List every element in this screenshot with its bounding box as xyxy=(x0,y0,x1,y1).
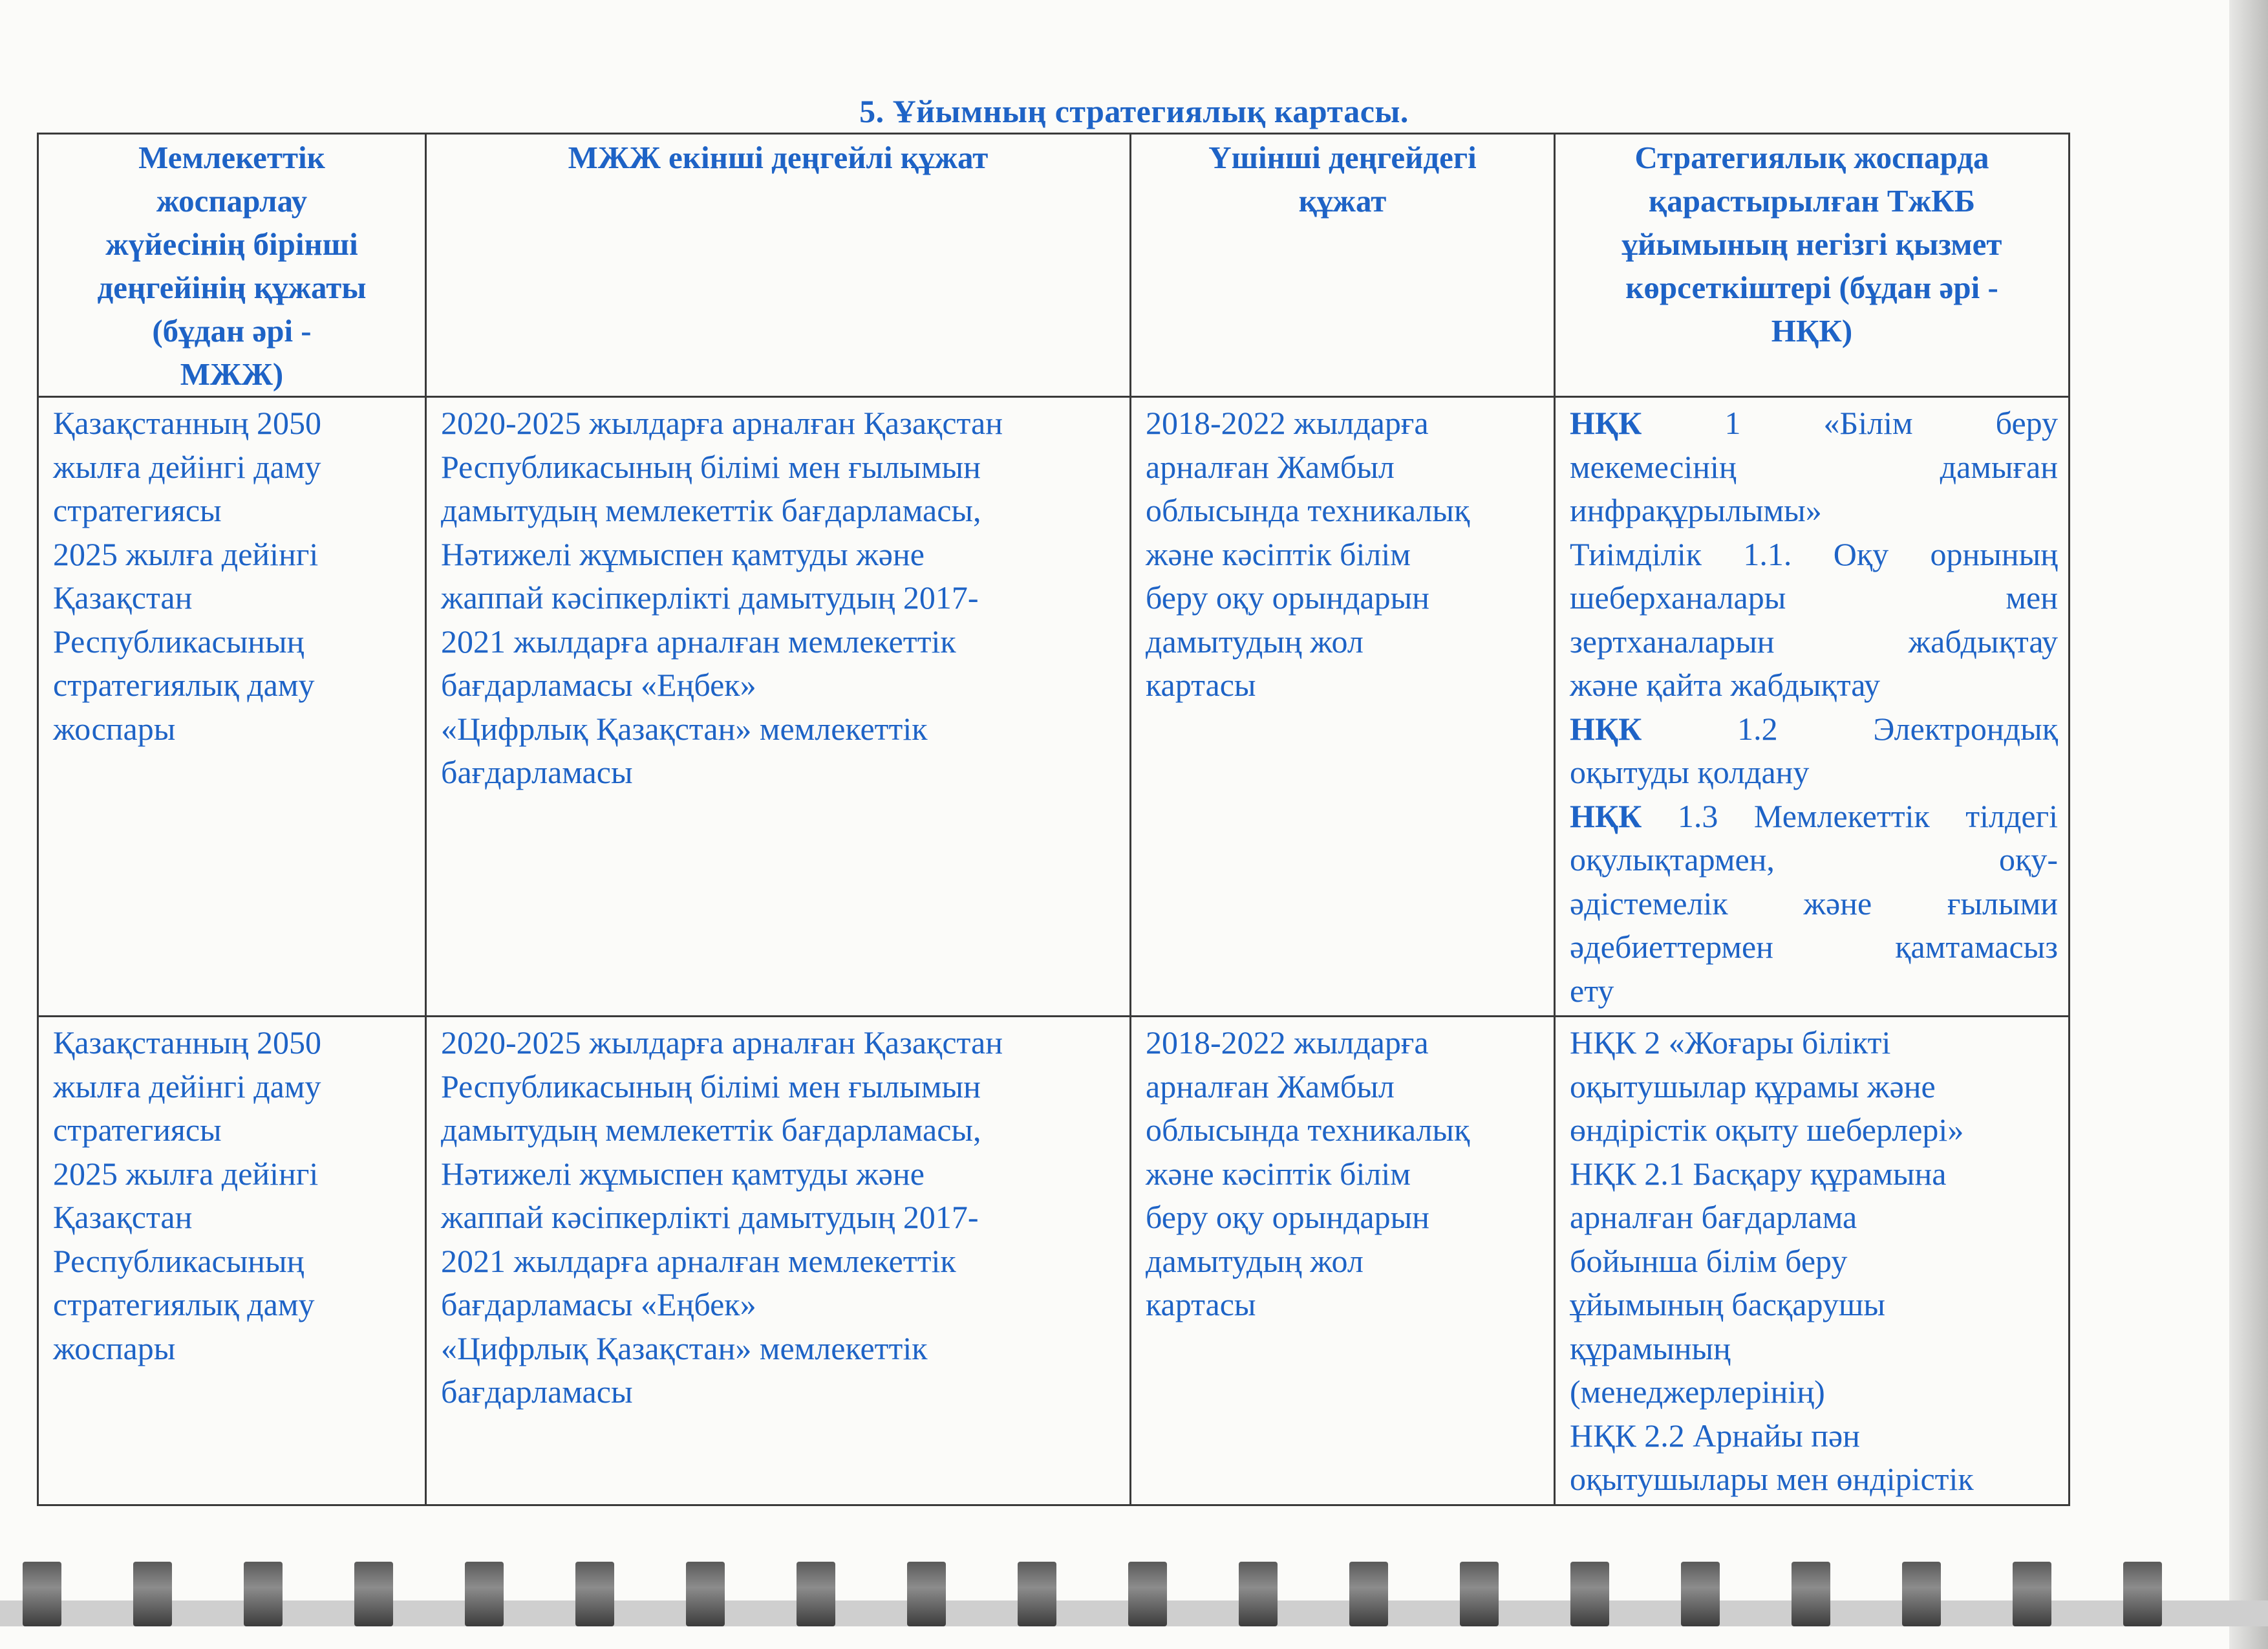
header-line: қарастырылған ТжКБ xyxy=(1649,183,1975,219)
binding-ring xyxy=(133,1562,172,1626)
cell-line: Қазақстанның 2050 xyxy=(53,1024,321,1061)
indicator-text: құрамының xyxy=(1570,1330,1731,1366)
indicator-text: ұйымының басқарушы xyxy=(1570,1286,1885,1322)
indicator-text: НҚК 2.2 Арнайы пән xyxy=(1570,1417,1860,1454)
header-line: құжат xyxy=(1298,183,1387,219)
header-cell xyxy=(1555,134,2070,397)
header-line: МЖЖ) xyxy=(180,356,284,392)
indicator-line xyxy=(1570,402,2058,446)
table-row xyxy=(38,397,2070,1017)
header-line: НҚК) xyxy=(1771,313,1853,349)
table-cell xyxy=(38,1017,426,1505)
binding-ring xyxy=(1239,1562,1278,1626)
indicator-code: НҚК xyxy=(1570,710,1642,747)
indicator-line xyxy=(1570,1283,2058,1327)
cell-line: стратегиялық даму xyxy=(53,1286,315,1322)
indicator-text: оқытушылары мен өндірістік xyxy=(1570,1461,1974,1497)
indicator-line xyxy=(1570,925,2058,969)
indicator-line xyxy=(1570,1108,2058,1152)
binding-ring xyxy=(575,1562,614,1626)
binding-ring xyxy=(907,1562,946,1626)
indicator-text: бойынша білім беру xyxy=(1570,1242,1848,1279)
cell-line: жылға дейінгі даму xyxy=(53,448,321,485)
cell-line: картасы xyxy=(1146,1286,1256,1322)
indicator-line xyxy=(1570,663,2058,707)
cell-line: жоспары xyxy=(53,710,176,747)
indicator-text: Тиімділік 1.1. Оқу орнының xyxy=(1570,535,2058,572)
indicator-line xyxy=(1570,969,2058,1013)
cell-line: 2025 жылға дейінгі xyxy=(53,535,319,572)
indicator-line xyxy=(1570,1196,2058,1240)
cell-line: «Цифрлық Қазақстан» мемлекеттік xyxy=(441,1330,928,1366)
binding-ring xyxy=(23,1562,61,1626)
table-cell xyxy=(38,397,426,1017)
cell-line: 2020-2025 жылдарға арналған Қазақстан xyxy=(441,405,1003,441)
binding-ring xyxy=(1681,1562,1720,1626)
cell-line: Қазақстан xyxy=(53,579,193,616)
indicator-line xyxy=(1570,576,2058,620)
indicator-text: (менеджерлерінің) xyxy=(1570,1374,1825,1410)
table-cell xyxy=(426,1017,1131,1505)
indicator-line xyxy=(1570,795,2058,839)
header-line: деңгейінің құжаты xyxy=(97,270,367,305)
binding-ring xyxy=(1349,1562,1388,1626)
table-cell xyxy=(1555,397,2070,1017)
cell-line: стратегиясы xyxy=(53,492,222,528)
indicator-line xyxy=(1570,1458,2058,1502)
binding-ring xyxy=(1570,1562,1609,1626)
page-edge xyxy=(2229,0,2268,1649)
cell-line: облысында техникалық xyxy=(1146,1112,1470,1148)
indicator-line xyxy=(1570,1370,2058,1414)
header-cell xyxy=(38,134,426,397)
indicator-text: 1.3 Мемлекеттік тілдегі xyxy=(1677,797,2059,834)
indicator-line xyxy=(1570,1414,2058,1458)
indicator-text: оқулықтармен, оқу- xyxy=(1570,841,2058,878)
indicator-code: НҚК xyxy=(1570,797,1642,834)
cell-line: бағдарламасы xyxy=(441,1374,633,1410)
header-line: МЖЖ екінші деңгейлі құжат xyxy=(568,140,989,175)
cell-line: арналған Жамбыл xyxy=(1146,448,1395,485)
binding-ring xyxy=(1902,1562,1941,1626)
indicator-text: өндірістік оқыту шеберлері» xyxy=(1570,1112,1964,1148)
cell-line: Нәтижелі жұмыспен қамтуды және xyxy=(441,535,925,572)
cell-line: 2020-2025 жылдарға арналған Қазақстан xyxy=(441,1024,1003,1061)
indicator-text: шеберханалары мен xyxy=(1570,579,2058,616)
cell-line: жоспары xyxy=(53,1330,176,1366)
cell-line: жаппай кәсіпкерлікті дамытудың 2017- xyxy=(441,579,979,616)
document-title: 5. Ұйымның стратегиялық картасы. xyxy=(859,93,1409,129)
table-cell xyxy=(426,397,1131,1017)
header-line: жүйесінің бірінші xyxy=(105,226,358,262)
indicator-line xyxy=(1570,533,2058,577)
cell-line: бағдарламасы «Еңбек» xyxy=(441,1286,756,1322)
indicator-line xyxy=(1570,1021,2058,1065)
binding-ring xyxy=(797,1562,835,1626)
indicator-line xyxy=(1570,1065,2058,1109)
binding-ring xyxy=(244,1562,283,1626)
indicator-text: арналған бағдарлама xyxy=(1570,1199,1857,1235)
cell-line: беру оқу орындарын xyxy=(1146,1199,1429,1235)
cell-line: Қазақстанның 2050 xyxy=(53,405,321,441)
cell-line: дамытудың жол xyxy=(1146,623,1364,660)
binding-ring xyxy=(2123,1562,2162,1626)
binding-ring xyxy=(465,1562,504,1626)
cell-line: 2018-2022 жылдарға xyxy=(1146,405,1429,441)
indicator-text: және қайта жабдықтау xyxy=(1570,667,1880,703)
header-line: (бұдан әрі - xyxy=(152,313,312,349)
cell-line: бағдарламасы «Еңбек» xyxy=(441,667,756,703)
cell-line: арналған Жамбыл xyxy=(1146,1068,1395,1105)
table-cell xyxy=(1131,397,1555,1017)
header-cell xyxy=(1131,134,1555,397)
cell-line: беру оқу орындарын xyxy=(1146,579,1429,616)
table-header-row xyxy=(38,134,2070,397)
indicator-text: мекемесінің дамыған xyxy=(1570,448,2058,485)
cell-line: Республикасының xyxy=(53,623,305,660)
cell-line: стратегиясы xyxy=(53,1112,222,1148)
cell-line: және кәсіптік білім xyxy=(1146,535,1411,572)
indicator-line xyxy=(1570,751,2058,795)
indicator-text: инфрақұрылымы» xyxy=(1570,492,1822,528)
cell-line: дамытудың мемлекеттік бағдарламасы, xyxy=(441,492,981,528)
cell-line: Нәтижелі жұмыспен қамтуды және xyxy=(441,1155,925,1192)
binding-ring xyxy=(1128,1562,1167,1626)
cell-line: Республикасының білімі мен ғылымын xyxy=(441,1068,981,1105)
indicator-line xyxy=(1570,446,2058,490)
header-line: Мемлекеттік xyxy=(138,140,325,175)
indicator-text: НҚК 2 «Жоғары білікті xyxy=(1570,1024,1891,1061)
indicator-text: ету xyxy=(1570,972,1614,1009)
indicator-text: әдебиеттермен қамтамасыз xyxy=(1570,929,2058,965)
indicator-text: 1 «Білім беру xyxy=(1724,405,2058,441)
indicator-text: оқытушылар құрамы және xyxy=(1570,1068,1936,1105)
binding-ring xyxy=(686,1562,725,1626)
indicator-line xyxy=(1570,838,2058,882)
header-line: көрсеткіштері (бұдан әрі - xyxy=(1625,270,1998,305)
table-cell xyxy=(1555,1017,2070,1505)
binding-rings xyxy=(0,1562,2268,1633)
cell-line: «Цифрлық Қазақстан» мемлекеттік xyxy=(441,710,928,747)
cell-line: Республикасының білімі мен ғылымын xyxy=(441,448,981,485)
cell-line: стратегиялық даму xyxy=(53,667,315,703)
cell-line: облысында техникалық xyxy=(1146,492,1470,528)
binding-ring xyxy=(354,1562,393,1626)
indicator-text: оқытуды қолдану xyxy=(1570,754,1810,790)
header-cell xyxy=(426,134,1131,397)
strategic-map-table xyxy=(37,133,2070,1506)
indicator-line xyxy=(1570,1327,2058,1371)
indicator-text: НҚК 2.1 Басқару құрамына xyxy=(1570,1155,1947,1192)
cell-line: 2021 жылдарға арналған мемлекеттік xyxy=(441,623,956,660)
indicator-line xyxy=(1570,620,2058,664)
table-cell xyxy=(1131,1017,1555,1505)
indicator-line xyxy=(1570,882,2058,926)
binding-ring xyxy=(1018,1562,1056,1626)
cell-line: 2025 жылға дейінгі xyxy=(53,1155,319,1192)
binding-ring xyxy=(1460,1562,1499,1626)
indicator-code: НҚК xyxy=(1570,405,1642,441)
indicator-line xyxy=(1570,707,2058,751)
cell-line: жаппай кәсіпкерлікті дамытудың 2017- xyxy=(441,1199,979,1235)
binding-ring xyxy=(2013,1562,2051,1626)
cell-line: Қазақстан xyxy=(53,1199,193,1235)
cell-line: және кәсіптік білім xyxy=(1146,1155,1411,1192)
cell-line: картасы xyxy=(1146,667,1256,703)
header-line: Стратегиялық жоспарда xyxy=(1634,140,1989,175)
cell-line: жылға дейінгі даму xyxy=(53,1068,321,1105)
table-row xyxy=(38,1017,2070,1505)
indicator-text: әдістемелік және ғылыми xyxy=(1570,885,2058,921)
header-line: жоспарлау xyxy=(156,183,308,219)
cell-line: дамытудың мемлекеттік бағдарламасы, xyxy=(441,1112,981,1148)
indicator-text: 1.2 Электрондық xyxy=(1737,710,2059,747)
header-line: ұйымының негізгі қызмет xyxy=(1621,226,2002,262)
indicator-line xyxy=(1570,489,2058,533)
indicator-text: зертханаларын жабдықтау xyxy=(1570,623,2058,660)
cell-line: 2018-2022 жылдарға xyxy=(1146,1024,1429,1061)
indicator-line xyxy=(1570,1152,2058,1196)
binding-ring xyxy=(1792,1562,1830,1626)
cell-line: Республикасының xyxy=(53,1242,305,1279)
cell-line: дамытудың жол xyxy=(1146,1242,1364,1279)
cell-line: 2021 жылдарға арналған мемлекеттік xyxy=(441,1242,956,1279)
cell-line: бағдарламасы xyxy=(441,754,633,790)
indicator-line xyxy=(1570,1240,2058,1284)
header-line: Үшінші деңгейдегі xyxy=(1208,140,1477,175)
